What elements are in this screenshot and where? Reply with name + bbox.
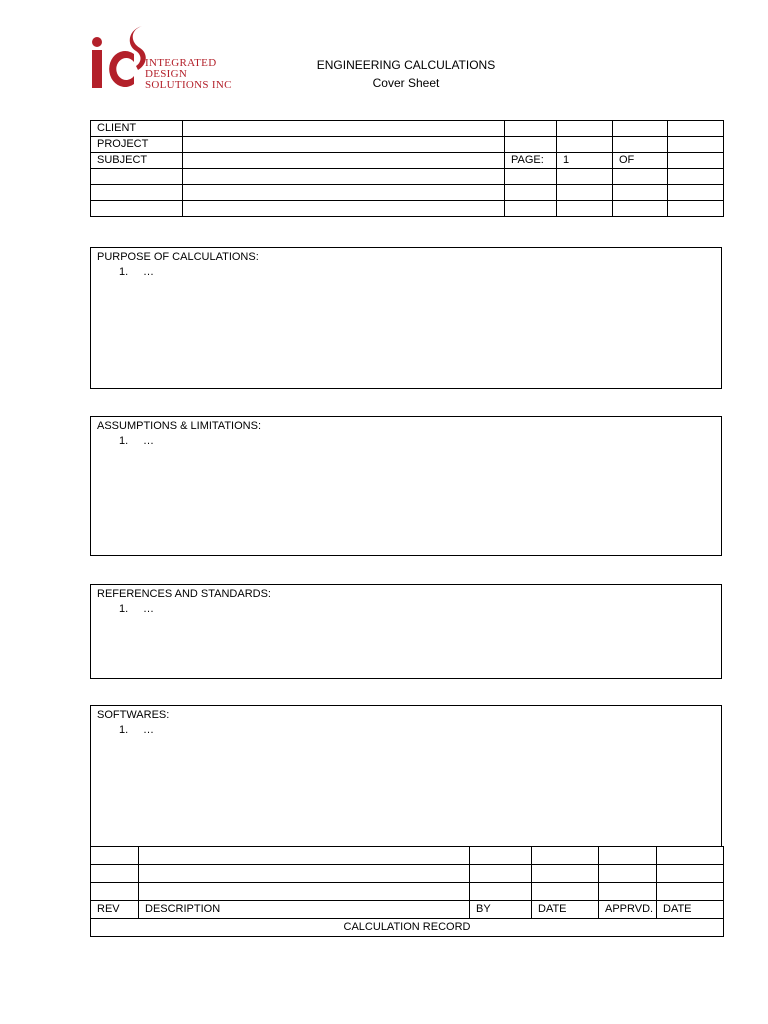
approved-date-header: DATE <box>657 901 724 919</box>
logo-line-1: INTEGRATED <box>145 57 217 69</box>
date-header: DATE <box>532 901 599 919</box>
purpose-item[interactable] <box>119 265 154 279</box>
subject-label: SUBJECT <box>91 153 183 169</box>
info-row-blank <box>91 185 724 201</box>
info-row-client <box>91 121 724 137</box>
purpose-item-text: … <box>143 266 154 278</box>
of-label: OF <box>613 153 668 169</box>
assumptions-section[interactable] <box>90 416 722 556</box>
purpose-section[interactable] <box>90 247 722 389</box>
references-title: REFERENCES AND STANDARDS: <box>97 588 271 600</box>
softwares-item-number: 1. <box>119 724 129 736</box>
softwares-item[interactable] <box>119 723 154 737</box>
info-row-project <box>91 137 724 153</box>
project-field[interactable] <box>183 137 505 153</box>
revision-row <box>91 865 724 883</box>
ics-logo-mark-icon <box>90 24 150 94</box>
document-title: ENGINEERING CALCULATIONS <box>316 58 496 72</box>
by-header: BY <box>470 901 532 919</box>
document-title-block <box>306 56 506 92</box>
references-item[interactable] <box>119 602 154 616</box>
logo-line-3: SOLUTIONS INC <box>145 79 232 91</box>
page-label: PAGE: <box>505 153 557 169</box>
purpose-item-number: 1. <box>119 266 129 278</box>
calculation-record-label: CALCULATION RECORD <box>91 919 724 937</box>
revision-table <box>90 846 724 937</box>
project-label: PROJECT <box>91 137 183 153</box>
assumptions-item-number: 1. <box>119 435 129 447</box>
subject-field[interactable] <box>183 153 505 169</box>
description-header: DESCRIPTION <box>139 901 470 919</box>
revision-row <box>91 883 724 901</box>
logo-line-2: DESIGN <box>145 68 188 80</box>
info-table <box>90 120 724 217</box>
assumptions-item-text: … <box>143 435 154 447</box>
page-total[interactable] <box>668 153 724 169</box>
purpose-title: PURPOSE OF CALCULATIONS: <box>97 251 259 263</box>
softwares-section[interactable] <box>90 705 722 847</box>
calculation-record-row <box>91 919 724 937</box>
softwares-item-text: … <box>143 724 154 736</box>
assumptions-title: ASSUMPTIONS & LIMITATIONS: <box>97 420 262 432</box>
client-label: CLIENT <box>91 121 183 137</box>
page-number[interactable]: 1 <box>557 153 613 169</box>
info-row-blank <box>91 169 724 185</box>
references-item-text: … <box>143 603 154 615</box>
document-subtitle: Cover Sheet <box>372 76 440 90</box>
revision-row <box>91 847 724 865</box>
references-item-number: 1. <box>119 603 129 615</box>
company-logo <box>90 24 250 94</box>
softwares-title: SOFTWARES: <box>97 709 170 721</box>
info-row-blank <box>91 201 724 217</box>
client-field[interactable] <box>183 121 505 137</box>
assumptions-item[interactable] <box>119 434 154 448</box>
rev-header: REV <box>91 901 139 919</box>
approved-header: APPRVD. <box>599 901 657 919</box>
revision-header-row <box>91 901 724 919</box>
references-section[interactable] <box>90 584 722 679</box>
info-row-subject <box>91 153 724 169</box>
